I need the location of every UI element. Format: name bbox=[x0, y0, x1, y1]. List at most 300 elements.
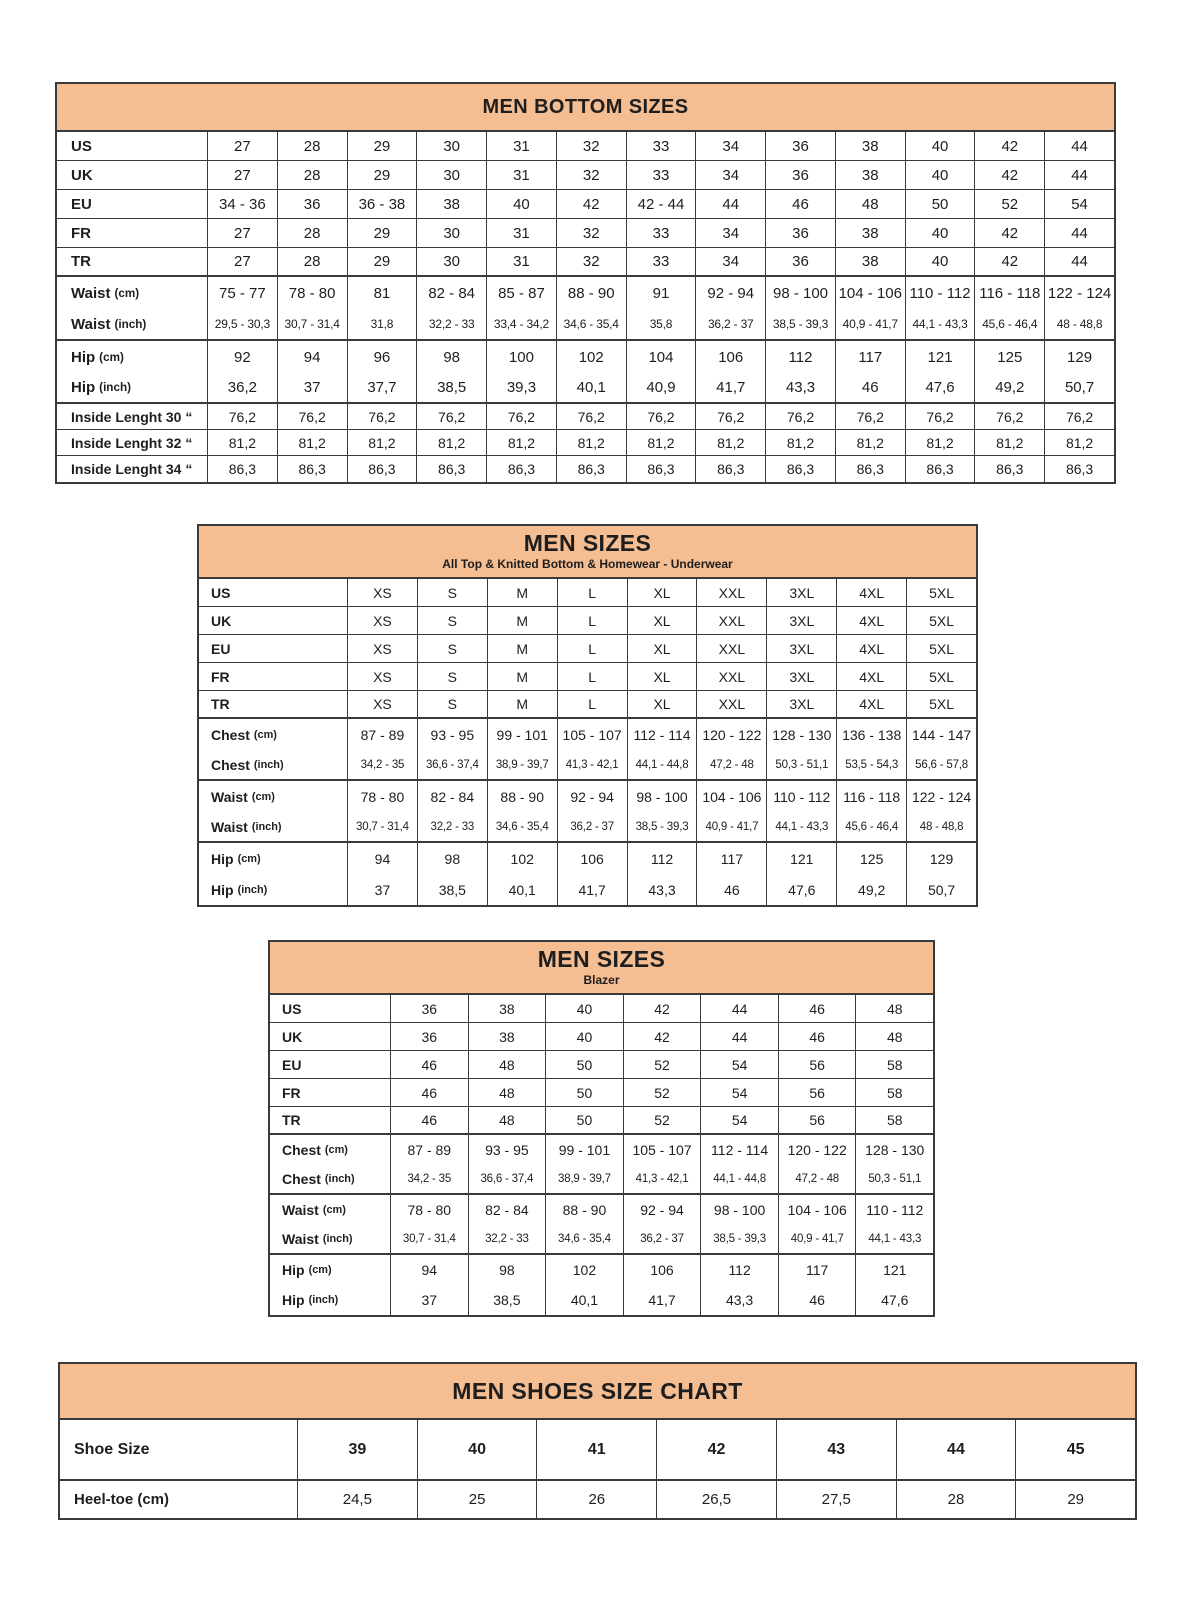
value-cell: 30 bbox=[416, 219, 486, 247]
row-label-text: Hip bbox=[71, 348, 96, 366]
value-cell: 33 bbox=[626, 132, 696, 160]
value-cell: 102 bbox=[556, 341, 626, 373]
value-cell: 30,7 - 31,4 bbox=[390, 1225, 468, 1253]
value-cell: 28 bbox=[277, 248, 347, 275]
value-cell: 120 - 122 bbox=[778, 1135, 856, 1165]
value-cell: 56 bbox=[778, 1051, 856, 1078]
value-cell: 40,9 - 41,7 bbox=[835, 309, 905, 339]
value-cell: 29 bbox=[347, 219, 417, 247]
value-cell: 52 bbox=[623, 1107, 701, 1133]
value-cell: 81,2 bbox=[207, 430, 277, 455]
value-cell: 99 - 101 bbox=[545, 1135, 623, 1165]
value-cell: 35,8 bbox=[626, 309, 696, 339]
value-cell: XS bbox=[347, 635, 417, 662]
value-cell: 48 bbox=[855, 995, 933, 1022]
value-cell: 104 - 106 bbox=[696, 781, 766, 812]
row-label bbox=[57, 161, 207, 189]
value-cell: 38,9 - 39,7 bbox=[487, 750, 557, 779]
value-cell: 44 bbox=[1044, 248, 1114, 275]
value-cell: 42 bbox=[656, 1420, 776, 1479]
row-label-unit: (inch) bbox=[237, 883, 268, 896]
value-cell: 43 bbox=[776, 1420, 896, 1479]
row-label bbox=[57, 190, 207, 218]
table-subtitle: Blazer bbox=[583, 972, 620, 987]
value-cell: 40 bbox=[486, 190, 556, 218]
table-row bbox=[57, 161, 1114, 190]
value-cell: 43,3 bbox=[700, 1285, 778, 1315]
value-cell: 48 bbox=[468, 1051, 546, 1078]
row-label bbox=[57, 404, 207, 429]
value-cell: 47,6 bbox=[855, 1285, 933, 1315]
row-label bbox=[270, 1225, 390, 1253]
value-cell: 5XL bbox=[906, 635, 976, 662]
value-cell: 24,5 bbox=[297, 1481, 417, 1518]
row-label-unit: (inch) bbox=[324, 1173, 355, 1185]
value-cell: 38 bbox=[468, 1023, 546, 1050]
value-cell: 3XL bbox=[766, 663, 836, 690]
table-row bbox=[270, 1255, 933, 1285]
value-cell: 28 bbox=[896, 1481, 1016, 1518]
value-cell: 27 bbox=[207, 248, 277, 275]
value-cell: 44 bbox=[896, 1420, 1016, 1479]
row-label-text: Hip bbox=[282, 1262, 305, 1278]
table-row bbox=[199, 579, 976, 607]
value-cell: 128 - 130 bbox=[855, 1135, 933, 1165]
value-cell: 125 bbox=[974, 341, 1044, 373]
value-cell: 76,2 bbox=[207, 404, 277, 429]
value-cell: 92 - 94 bbox=[557, 781, 627, 812]
value-cell: 34,6 - 35,4 bbox=[545, 1225, 623, 1253]
value-cell: 38 bbox=[835, 132, 905, 160]
value-cell: XXL bbox=[696, 691, 766, 717]
value-cell: 104 bbox=[626, 341, 696, 373]
value-cell: 144 - 147 bbox=[906, 719, 976, 750]
value-cell: 93 - 95 bbox=[468, 1135, 546, 1165]
value-cell: 5XL bbox=[906, 607, 976, 634]
value-cell: 76,2 bbox=[277, 404, 347, 429]
value-cell: 76,2 bbox=[416, 404, 486, 429]
value-cell: 36 bbox=[765, 132, 835, 160]
value-cell: 112 bbox=[627, 843, 697, 874]
value-cell: 33 bbox=[626, 161, 696, 189]
table-row bbox=[199, 812, 976, 843]
value-cell: 116 - 118 bbox=[836, 781, 906, 812]
value-cell: 4XL bbox=[836, 635, 906, 662]
value-cell: 33 bbox=[626, 248, 696, 275]
value-cell: 56 bbox=[778, 1079, 856, 1106]
row-label-text: Waist bbox=[71, 284, 111, 302]
value-cell: 56 bbox=[778, 1107, 856, 1133]
row-label-unit: (cm) bbox=[114, 286, 140, 300]
value-cell: 76,2 bbox=[626, 404, 696, 429]
value-cell: 78 - 80 bbox=[277, 277, 347, 309]
value-cell: 40 bbox=[905, 248, 975, 275]
value-cell: 41,3 - 42,1 bbox=[557, 750, 627, 779]
value-cell: 41 bbox=[536, 1420, 656, 1479]
table-title: MEN SIZES bbox=[537, 946, 666, 973]
row-label-text: Inside Lenght 32 “ bbox=[71, 434, 193, 451]
value-cell: 36,2 - 37 bbox=[695, 309, 765, 339]
value-cell: 81,2 bbox=[835, 430, 905, 455]
value-cell: 4XL bbox=[836, 663, 906, 690]
value-cell: 30,7 - 31,4 bbox=[277, 309, 347, 339]
value-cell: 28 bbox=[277, 219, 347, 247]
row-label-text: TR bbox=[71, 253, 91, 270]
table-row bbox=[57, 456, 1114, 482]
value-cell: 76,2 bbox=[1044, 404, 1114, 429]
table-row bbox=[57, 404, 1114, 430]
value-cell: 121 bbox=[855, 1255, 933, 1285]
value-cell: 76,2 bbox=[695, 404, 765, 429]
value-cell: 50 bbox=[905, 190, 975, 218]
value-cell: 121 bbox=[905, 341, 975, 373]
value-cell: 81,2 bbox=[277, 430, 347, 455]
table-title-band bbox=[199, 526, 976, 579]
value-cell: 54 bbox=[700, 1107, 778, 1133]
value-cell: 39 bbox=[297, 1420, 417, 1479]
value-cell: 44,1 - 43,3 bbox=[905, 309, 975, 339]
value-cell: 54 bbox=[700, 1051, 778, 1078]
table-row bbox=[199, 691, 976, 719]
value-cell: 40,9 - 41,7 bbox=[696, 812, 766, 841]
value-cell: 81,2 bbox=[486, 430, 556, 455]
value-cell: 99 - 101 bbox=[487, 719, 557, 750]
value-cell: 44,1 - 44,8 bbox=[627, 750, 697, 779]
value-cell: XXL bbox=[696, 579, 766, 606]
value-cell: 46 bbox=[390, 1051, 468, 1078]
table-row bbox=[199, 781, 976, 812]
value-cell: 46 bbox=[778, 1285, 856, 1315]
value-cell: 54 bbox=[700, 1079, 778, 1106]
table-subtitle: All Top & Knitted Bottom & Homewear - Underwear bbox=[442, 556, 733, 571]
value-cell: 81,2 bbox=[347, 430, 417, 455]
value-cell: 88 - 90 bbox=[556, 277, 626, 309]
value-cell: 5XL bbox=[906, 691, 976, 717]
value-cell: 92 - 94 bbox=[695, 277, 765, 309]
row-label-unit: (inch) bbox=[99, 381, 131, 394]
row-label bbox=[270, 1107, 390, 1133]
value-cell: 40 bbox=[905, 161, 975, 189]
value-cell: 50,7 bbox=[906, 874, 976, 905]
value-cell: 112 - 114 bbox=[627, 719, 697, 750]
value-cell: 38,5 bbox=[416, 373, 486, 402]
table-row bbox=[270, 1165, 933, 1195]
value-cell: 36 bbox=[765, 248, 835, 275]
value-cell: 40,1 bbox=[487, 874, 557, 905]
table-row bbox=[270, 1023, 933, 1051]
value-cell: S bbox=[417, 691, 487, 717]
table-row bbox=[57, 132, 1114, 161]
table-row bbox=[57, 277, 1114, 309]
value-cell: 88 - 90 bbox=[487, 781, 557, 812]
value-cell: 31 bbox=[486, 248, 556, 275]
value-cell: 98 - 100 bbox=[627, 781, 697, 812]
value-cell: 44,1 - 43,3 bbox=[855, 1225, 933, 1253]
value-cell: 3XL bbox=[766, 579, 836, 606]
value-cell: 37,7 bbox=[347, 373, 417, 402]
row-label-text: FR bbox=[282, 1084, 301, 1101]
row-label-unit: (inch) bbox=[322, 1233, 353, 1245]
value-cell: 82 - 84 bbox=[468, 1195, 546, 1225]
value-cell: 31 bbox=[486, 161, 556, 189]
value-cell: 76,2 bbox=[765, 404, 835, 429]
value-cell: 37 bbox=[347, 874, 417, 905]
value-cell: XL bbox=[627, 635, 697, 662]
value-cell: 116 - 118 bbox=[974, 277, 1044, 309]
table-row bbox=[57, 248, 1114, 277]
value-cell: 48 bbox=[468, 1079, 546, 1106]
value-cell: 86,3 bbox=[277, 456, 347, 482]
row-label bbox=[270, 1285, 390, 1315]
value-cell: 36 bbox=[390, 1023, 468, 1050]
table-row bbox=[199, 635, 976, 663]
value-cell: 29,5 - 30,3 bbox=[207, 309, 277, 339]
value-cell: 36,2 - 37 bbox=[623, 1225, 701, 1253]
value-cell: 102 bbox=[487, 843, 557, 874]
value-cell: XXL bbox=[696, 635, 766, 662]
value-cell: 44,1 - 43,3 bbox=[766, 812, 836, 841]
table-row bbox=[199, 663, 976, 691]
value-cell: 38 bbox=[835, 161, 905, 189]
value-cell: 117 bbox=[778, 1255, 856, 1285]
value-cell: S bbox=[417, 635, 487, 662]
row-label-text: Chest bbox=[211, 756, 250, 773]
value-cell: 117 bbox=[835, 341, 905, 373]
row-label-unit: (inch) bbox=[114, 317, 147, 331]
value-cell: 102 bbox=[545, 1255, 623, 1285]
table-row bbox=[57, 309, 1114, 341]
value-cell: 129 bbox=[1044, 341, 1114, 373]
value-cell: 106 bbox=[557, 843, 627, 874]
row-label bbox=[270, 1135, 390, 1165]
value-cell: 40 bbox=[545, 995, 623, 1022]
value-cell: 34,2 - 35 bbox=[390, 1165, 468, 1193]
value-cell: 43,3 bbox=[765, 373, 835, 402]
row-label-text: Hip bbox=[211, 881, 234, 898]
table-row bbox=[60, 1481, 1135, 1518]
value-cell: 125 bbox=[836, 843, 906, 874]
value-cell: 40,9 bbox=[626, 373, 696, 402]
value-cell: 50 bbox=[545, 1051, 623, 1078]
table-row bbox=[57, 219, 1114, 248]
value-cell: 129 bbox=[906, 843, 976, 874]
value-cell: 31,8 bbox=[347, 309, 417, 339]
value-cell: XL bbox=[627, 607, 697, 634]
row-label-unit: (cm) bbox=[99, 350, 124, 364]
value-cell: 44 bbox=[1044, 219, 1114, 247]
table-men-bottom-sizes bbox=[55, 82, 1116, 484]
value-cell: 76,2 bbox=[347, 404, 417, 429]
value-cell: 46 bbox=[696, 874, 766, 905]
value-cell: 98 bbox=[416, 341, 486, 373]
value-cell: 91 bbox=[626, 277, 696, 309]
row-label bbox=[270, 1165, 390, 1193]
value-cell: 100 bbox=[486, 341, 556, 373]
value-cell: 30,7 - 31,4 bbox=[347, 812, 417, 841]
value-cell: 58 bbox=[855, 1079, 933, 1106]
value-cell: 81,2 bbox=[416, 430, 486, 455]
row-label-unit: (cm) bbox=[237, 852, 261, 865]
value-cell: 86,3 bbox=[974, 456, 1044, 482]
value-cell: XS bbox=[347, 663, 417, 690]
value-cell: 50,3 - 51,1 bbox=[766, 750, 836, 779]
value-cell: 36 bbox=[277, 190, 347, 218]
row-label-text: EU bbox=[282, 1056, 302, 1073]
value-cell: 46 bbox=[835, 373, 905, 402]
value-cell: 38,5 bbox=[468, 1285, 546, 1315]
value-cell: 37 bbox=[390, 1285, 468, 1315]
value-cell: 50,3 - 51,1 bbox=[855, 1165, 933, 1193]
table-row bbox=[270, 1051, 933, 1079]
row-label-text: EU bbox=[71, 195, 92, 213]
value-cell: 25 bbox=[417, 1481, 537, 1518]
value-cell: 40 bbox=[417, 1420, 537, 1479]
row-label-unit: (inch) bbox=[253, 758, 284, 771]
value-cell: 26 bbox=[536, 1481, 656, 1518]
row-label bbox=[199, 812, 347, 841]
value-cell: 42 - 44 bbox=[626, 190, 696, 218]
value-cell: 92 bbox=[207, 341, 277, 373]
row-label-text: EU bbox=[211, 640, 231, 657]
value-cell: M bbox=[487, 579, 557, 606]
value-cell: 110 - 112 bbox=[905, 277, 975, 309]
value-cell: 81,2 bbox=[695, 430, 765, 455]
value-cell: 86,3 bbox=[765, 456, 835, 482]
value-cell: 105 - 107 bbox=[557, 719, 627, 750]
row-label bbox=[199, 635, 347, 662]
value-cell: 42 bbox=[974, 132, 1044, 160]
value-cell: 78 - 80 bbox=[347, 781, 417, 812]
value-cell: 104 - 106 bbox=[835, 277, 905, 309]
row-label-text: Chest bbox=[282, 1142, 321, 1158]
value-cell: 45 bbox=[1015, 1420, 1135, 1479]
value-cell: 41,7 bbox=[557, 874, 627, 905]
row-label bbox=[57, 219, 207, 247]
value-cell: 49,2 bbox=[836, 874, 906, 905]
table-title: MEN SIZES bbox=[523, 530, 652, 557]
row-label bbox=[270, 1195, 390, 1225]
value-cell: 33 bbox=[626, 219, 696, 247]
value-cell: 50,7 bbox=[1044, 373, 1114, 402]
value-cell: 29 bbox=[347, 248, 417, 275]
value-cell: S bbox=[417, 607, 487, 634]
value-cell: 98 - 100 bbox=[765, 277, 835, 309]
table-row bbox=[270, 1285, 933, 1315]
value-cell: 38,9 - 39,7 bbox=[545, 1165, 623, 1193]
value-cell: 39,3 bbox=[486, 373, 556, 402]
row-label-text: US bbox=[211, 584, 231, 601]
value-cell: 4XL bbox=[836, 607, 906, 634]
value-cell: 46 bbox=[778, 995, 856, 1022]
value-cell: 86,3 bbox=[207, 456, 277, 482]
value-cell: M bbox=[487, 663, 557, 690]
value-cell: XL bbox=[627, 691, 697, 717]
row-label bbox=[199, 663, 347, 690]
value-cell: 29 bbox=[347, 132, 417, 160]
value-cell: 112 - 114 bbox=[700, 1135, 778, 1165]
value-cell: 76,2 bbox=[556, 404, 626, 429]
row-label bbox=[270, 1079, 390, 1106]
value-cell: 106 bbox=[623, 1255, 701, 1285]
value-cell: 34,2 - 35 bbox=[347, 750, 417, 779]
value-cell: 81 bbox=[347, 277, 417, 309]
value-cell: 42 bbox=[556, 190, 626, 218]
value-cell: XS bbox=[347, 691, 417, 717]
value-cell: 29 bbox=[1015, 1481, 1135, 1518]
value-cell: 122 - 124 bbox=[906, 781, 976, 812]
value-cell: XXL bbox=[696, 663, 766, 690]
value-cell: 82 - 84 bbox=[416, 277, 486, 309]
row-label bbox=[199, 719, 347, 750]
row-label bbox=[199, 691, 347, 717]
value-cell: 46 bbox=[390, 1079, 468, 1106]
table-men-sizes-blazer bbox=[268, 940, 935, 1317]
value-cell: XS bbox=[347, 607, 417, 634]
value-cell: 38 bbox=[835, 219, 905, 247]
value-cell: 40,1 bbox=[556, 373, 626, 402]
value-cell: 76,2 bbox=[835, 404, 905, 429]
value-cell: 86,3 bbox=[486, 456, 556, 482]
row-label-text: Waist bbox=[211, 818, 248, 835]
value-cell: M bbox=[487, 607, 557, 634]
value-cell: 38 bbox=[416, 190, 486, 218]
value-cell: L bbox=[557, 579, 627, 606]
value-cell: 26,5 bbox=[656, 1481, 776, 1518]
row-label-text: US bbox=[282, 1000, 302, 1017]
value-cell: 86,3 bbox=[695, 456, 765, 482]
value-cell: 56,6 - 57,8 bbox=[906, 750, 976, 779]
value-cell: 86,3 bbox=[556, 456, 626, 482]
table-row bbox=[270, 995, 933, 1023]
value-cell: 45,6 - 46,4 bbox=[836, 812, 906, 841]
value-cell: 43,3 bbox=[627, 874, 697, 905]
value-cell: 44 bbox=[1044, 161, 1114, 189]
value-cell: 128 - 130 bbox=[766, 719, 836, 750]
value-cell: 38,5 - 39,3 bbox=[700, 1225, 778, 1253]
value-cell: 112 bbox=[700, 1255, 778, 1285]
row-label-unit: (cm) bbox=[308, 1264, 332, 1276]
row-label-text: Heel-toe (cm) bbox=[74, 1491, 170, 1508]
row-label-text: Inside Lenght 34 “ bbox=[71, 461, 193, 477]
value-cell: 40,9 - 41,7 bbox=[778, 1225, 856, 1253]
value-cell: 36,6 - 37,4 bbox=[468, 1165, 546, 1193]
row-label bbox=[270, 995, 390, 1022]
row-label bbox=[270, 1255, 390, 1285]
row-label-text: TR bbox=[211, 696, 230, 712]
value-cell: 44 bbox=[695, 190, 765, 218]
value-cell: 38 bbox=[835, 248, 905, 275]
table-title-band bbox=[60, 1364, 1135, 1420]
value-cell: 48 bbox=[835, 190, 905, 218]
value-cell: 81,2 bbox=[765, 430, 835, 455]
value-cell: 38,5 - 39,3 bbox=[765, 309, 835, 339]
row-label-text: US bbox=[71, 137, 92, 155]
row-label bbox=[57, 277, 207, 309]
value-cell: 46 bbox=[765, 190, 835, 218]
value-cell: 58 bbox=[855, 1051, 933, 1078]
value-cell: 48 bbox=[468, 1107, 546, 1133]
value-cell: 40 bbox=[905, 132, 975, 160]
row-label bbox=[199, 843, 347, 874]
value-cell: 27 bbox=[207, 132, 277, 160]
row-label bbox=[60, 1420, 297, 1479]
value-cell: 98 bbox=[417, 843, 487, 874]
row-label-unit: (inch) bbox=[308, 1294, 339, 1306]
value-cell: 85 - 87 bbox=[486, 277, 556, 309]
value-cell: 31 bbox=[486, 219, 556, 247]
value-cell: 30 bbox=[416, 132, 486, 160]
value-cell: 34 - 36 bbox=[207, 190, 277, 218]
